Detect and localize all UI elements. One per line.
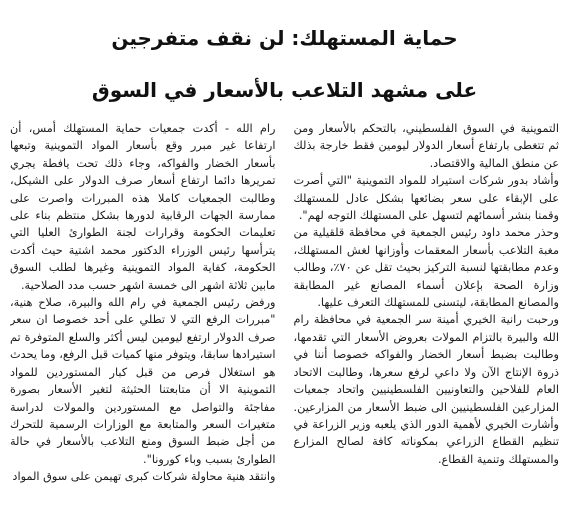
paragraph: وأشاد بدور شركات استيراد للمواد التموينية "التي أصرت على الإبقاء على سعر بضائعها بشكل عادل للمستهلك وقمنا بنشر أسمائهم لتسهل على المستهلك التوجه لهم". — [293, 174, 559, 223]
paragraph: رام الله - أكدت جمعيات حماية المستهلك أمس، أن ارتفاعا غير مبرر وقع بأسعار المواد التموينية وتبعها بأسعار الخضار والفواكه، وجاء ذلك تحت يافطة يجري تمريرها دائما ارتفاع أسعار صرف الدولار على الشيكل، وطالبت الجمعيات كاملا هذه المبررات واصرت على ممارسة الجهات الرقابية لدورها بشكل منتظم بناء على تعليمات الحكومة وقرارات لجنة الطوارئ العليا التي يترأسها رئيس الوزراء الدكتور محمد اشتية حيث أكدت الحكومة، كفاية المواد التموينية وغيرها لطلب السوق مابين ثلاثة اشهر الى خمسة اشهر حسب مدد الصلاحية. — [10, 122, 276, 292]
right-column — [10, 120, 276, 509]
paragraph: ورحبت رانية الخيري أمينة سر الجمعية في محافظة رام الله والبيرة بالتزام المولات بعروض الأسعار التي تقدمها، وطالبت بضبط أسعار الخضار والفواكه خصوصا أننا في ذروة الإنتاج الآن ولا داعي لرفع سعرها، وطالبت الاتحاد العام للفلاحين والتعاونيين الفلسطينيين واتحاد جمعيات المزارعين الفلسطينيين الى ضبط الأسعار من المزارعين. وأشارت الخيري لأهمية الدور الذي يلعبه وزير الزراعة في تنظيم القطاع الزراعي بمكوناته كافة لصالح المزارع والمستهلك وتنمية القطاع. — [293, 313, 559, 466]
paragraph: وانتقد هنية محاولة شركات كبرى تهيمن على سوق المواد — [12, 470, 276, 484]
paragraph: التموينية في السوق الفلسطيني، بالتحكم بالأسعار ومن ثم تتغطى بارتفاع أسعار الدولار ليومين فقط خارجة بذلك عن منطق المالية والاقتصاد. — [293, 122, 559, 170]
paragraph: ورفض رئيس الجمعية في رام الله والبيرة، صلاح هنية، "مبررات الرفع التي لا تطلي على أحد خصوصا ان سعر صرف الدولار ارتفع ليومين ليس أكثر والسلع المتوفرة تم استيرادها سابقا، ويتوفر منها كميات قبل الرفع، وما يحدث هو استغلال فرص من قبل كبار المستوردين للمواد التموينية الا أن متابعتنا الحثيثة لتغير الأسعار بصورة مفاجئة والتواصل مع المستوردين والمولات لدراسة متغيرات السعر والمتابعة مع الوزارات الرسمية للتحرك من أجل ضبط السوق ومنع التلاعب بالأسعار في حالة الطوارئ بسبب وباء كورونا". — [10, 296, 276, 466]
headline-line-1: حماية المستهلك: لن نقف متفرجين — [111, 26, 458, 50]
article-headline — [6, 12, 563, 116]
left-column — [294, 120, 560, 509]
article-body — [10, 120, 559, 509]
headline-line-2: على مشهد التلاعب بالأسعار في السوق — [91, 78, 478, 102]
paragraph: وحذر محمد داود رئيس الجمعية في محافظة قلقيلية من مغبة التلاعب بأسعار المعقمات وأوزانها لغش المستهلك، وعدم مطابقتها لنسبة التركيز بحيث تقل عن ٧٠٪، وطالب وزارة الصحة بإعلان أسماء المصانع غير المطابقة والمصانع المطابقة، ليتسنى للمستهلك التعرف عليها. — [293, 226, 559, 310]
